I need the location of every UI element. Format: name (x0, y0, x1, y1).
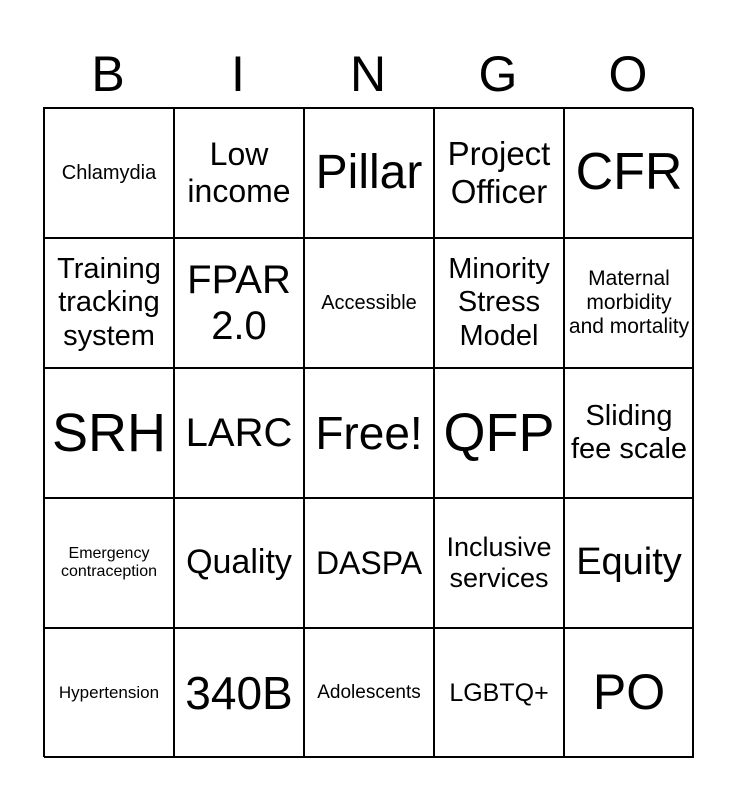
bingo-grid (43, 107, 693, 757)
bingo-cell[interactable]: PO (564, 628, 694, 758)
bingo-cell[interactable]: Hypertension (44, 628, 174, 758)
bingo-cell[interactable]: Adolescents (304, 628, 434, 758)
bingo-cell[interactable]: Sliding fee scale (564, 368, 694, 498)
header-letter-g: G (478, 46, 518, 102)
bingo-cell[interactable]: Training tracking system (44, 238, 174, 368)
header-letter-o: O (608, 46, 648, 102)
bingo-cell[interactable]: Pillar (304, 108, 434, 238)
bingo-cell[interactable]: QFP (434, 368, 564, 498)
header-letter-b: B (91, 46, 125, 102)
bingo-cell[interactable]: Chlamydia (44, 108, 174, 238)
bingo-cell[interactable]: Free! (304, 368, 434, 498)
bingo-cell[interactable]: LARC (174, 368, 304, 498)
bingo-cell[interactable]: SRH (44, 368, 174, 498)
bingo-cell[interactable]: Emergency contraception (44, 498, 174, 628)
bingo-cell[interactable]: Quality (174, 498, 304, 628)
bingo-cell[interactable]: Accessible (304, 238, 434, 368)
bingo-header (43, 42, 693, 106)
bingo-cell[interactable]: Minority Stress Model (434, 238, 564, 368)
bingo-cell[interactable]: CFR (564, 108, 694, 238)
bingo-cell[interactable]: Inclusive services (434, 498, 564, 628)
bingo-cell[interactable]: Maternal morbidity and mortality (564, 238, 694, 368)
header-letter-n: N (349, 46, 387, 102)
bingo-cell[interactable]: FPAR 2.0 (174, 238, 304, 368)
bingo-cell[interactable]: Project Officer (434, 108, 564, 238)
bingo-cell[interactable]: LGBTQ+ (434, 628, 564, 758)
bingo-cell[interactable]: Equity (564, 498, 694, 628)
bingo-cell[interactable]: Low income (174, 108, 304, 238)
bingo-cell[interactable]: DASPA (304, 498, 434, 628)
bingo-cell[interactable]: 340B (174, 628, 304, 758)
header-letter-i: I (231, 46, 245, 102)
